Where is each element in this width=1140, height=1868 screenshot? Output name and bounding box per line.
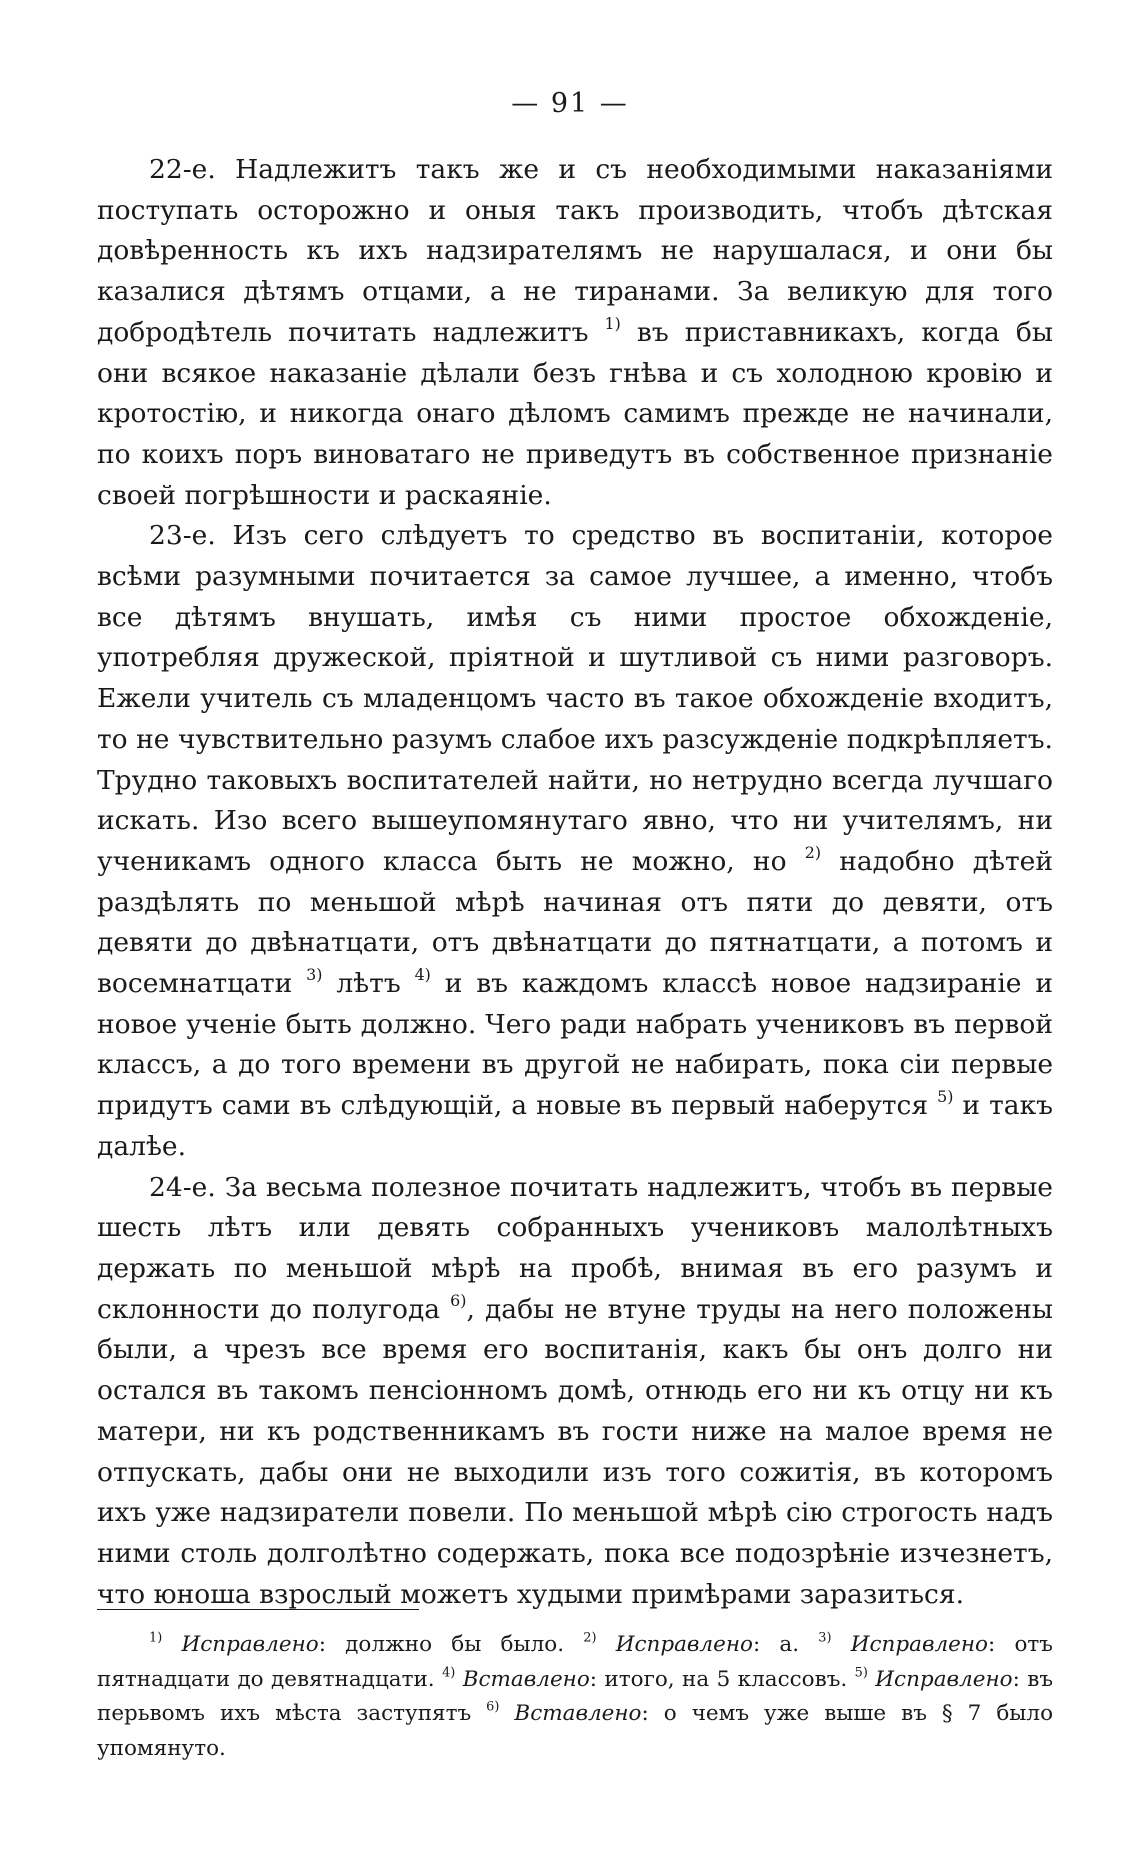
footnote-italic-label: Исправлено (162, 1632, 319, 1657)
paragraph-22 (97, 150, 1053, 516)
text-run: лѣтъ (322, 968, 415, 1000)
footnote-ref-marker: 4) (442, 1664, 456, 1680)
footnotes (97, 1628, 1053, 1766)
text-run: : о чемъ уже выше въ § 7 было упомянуто. (97, 1701, 1054, 1761)
text-run: : итого, на 5 классовъ. (589, 1666, 855, 1692)
paragraph-23 (97, 516, 1053, 1167)
footnote-italic-label: Исправлено (831, 1632, 988, 1657)
text-run: 23-е. Изъ сего слѣдуетъ то средство въ воспитаніи, которое всѣми разумными почитается за самое лучшее, а именно, чтобъ все дѣтямъ внушать, имѣя съ ними простое обхожденіе, употребляя дружеской, пріятной и шутливой съ ними разговоръ. Ежели учитель съ младенцомъ часто въ такое обхожденіе входитъ, то не чувствительно разумъ слабое ихъ разсужденіе подкрѣпляетъ. Трудно таковыхъ воспитателей найти, но нетрудно всегда лучшаго искать. Изо всего вышеупомянутаго явно, что ни учителямъ, ни ученикамъ одного класса быть не можно, но (97, 520, 1053, 877)
paragraph-24 (97, 1168, 1053, 1616)
text-run: : а. (752, 1632, 819, 1657)
footnote-ref-marker: 2) (583, 1630, 597, 1646)
footnote-italic-label: Вставлено (455, 1666, 590, 1692)
text-run: , дабы не втуне труды на него положены были, а чрезъ все время его воспитанія, какъ бы онъ долго ни остался въ такомъ пенсіонномъ домѣ, отнюдь его ни къ отцу ни къ матери, ни къ родственникамъ въ гости ниже на малое время не отпускать, дабы они не выходили изъ того сожитія, въ которомъ ихъ уже надзиратели повели. По меньшой мѣрѣ сію строгость надъ ними столь долголѣтно содержать, пока все подозрѣніе изчезнетъ, что юноша взрослый можетъ худыми примѣрами заразиться. (97, 1293, 1053, 1610)
footnote-ref-marker: 3) (818, 1630, 832, 1646)
footnote-italic-label: Исправлено (596, 1632, 753, 1657)
footnote-separator (97, 1609, 419, 1610)
footnote-ref-marker: 2) (804, 843, 822, 863)
page-number: — 91 — (511, 88, 629, 119)
footnote-ref-marker: 6) (486, 1699, 500, 1715)
footnote-italic-label: Исправлено (867, 1666, 1013, 1692)
text-run: въ приставникахъ, когда бы они всякое наказаніе дѣлали безъ гнѣва и съ холодною кровію и кротостію, и никогда онаго дѣломъ самимъ прежде не начинали, по коихъ поръ виноватаго не приведутъ въ собственное признаніе своей погрѣшности и раскаяніе. (97, 316, 1053, 511)
footnote-ref-marker: 5) (854, 1664, 868, 1680)
footnote-ref-marker: 1) (149, 1630, 163, 1646)
body-text (97, 150, 1053, 1615)
footnote-ref-marker: 5) (937, 1087, 954, 1107)
text-run: надобно дѣтей раздѣлять по меньшой мѣрѣ начиная отъ пяти до девяти, отъ девяти до двѣнатцати, отъ двѣнатцати до пятнатцати, а потомъ и восемнатцати (97, 845, 1054, 1000)
footnote-paragraph (97, 1628, 1053, 1766)
text-run: : отъ пятнадцати до девятнадцати. (97, 1632, 1053, 1692)
text-run: и такъ далѣе. (97, 1090, 1053, 1162)
text-run: : въ перьвомъ ихъ мѣста заступятъ (97, 1666, 1053, 1726)
text-run: : должно бы было. (318, 1632, 584, 1657)
footnote-ref-marker: 4) (414, 965, 431, 985)
footnote-ref-marker: 1) (604, 313, 621, 333)
text-run: и въ каждомъ классѣ новое надзираніе и новое ученіе быть должно. Чего ради набрать учениковъ въ первой классъ, а до того времени въ другой не набирать, пока сіи первые придутъ сами въ слѣдующій, а новые въ первый наберутся (97, 968, 1054, 1122)
text-run: 22-е. Надлежитъ такъ же и съ необходимыми наказаніями поступать осторожно и оныя такъ производить, чтобъ дѣтская довѣренность къ ихъ надзирателямъ не нарушалася, и они бы казалися дѣтямъ отцами, а не тиранами. За великую для того добродѣтель почитать надлежитъ (97, 154, 1053, 348)
footnote-ref-marker: 3) (306, 965, 323, 985)
footnote-ref-marker: 6) (450, 1290, 467, 1310)
text-run: 24-е. За весьма полезное почитать надлежитъ, чтобъ въ первые шесть лѣтъ или девять собранныхъ учениковъ малолѣтныхъ держать по меньшой мѣрѣ на пробѣ, внимая въ его разумъ и склонности до полугода (97, 1171, 1053, 1325)
footnote-italic-label: Вставлено (499, 1701, 642, 1726)
